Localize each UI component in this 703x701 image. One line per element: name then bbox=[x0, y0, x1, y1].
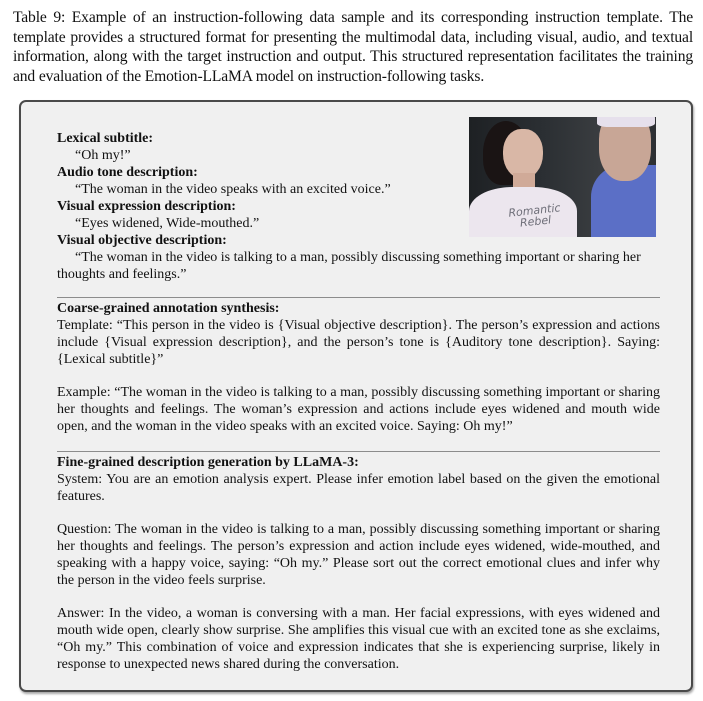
audio-tone-value: “The woman in the video speaks with an excited voice.” bbox=[75, 182, 391, 197]
section-divider bbox=[57, 297, 660, 298]
coarse-example: Example: “The woman in the video is talking to a man, possibly discussing something important or sharing her thoughts and feelings. The woman’s expression and actions include eyes widened and mouth wide open, and the woman in the video speaks with an excited voice. Saying: Oh my!” bbox=[57, 385, 660, 434]
fine-system: System: You are an emotion analysis expert. Please infer emotion label based on the given the emotional features. bbox=[57, 472, 660, 504]
visual-expression-value: “Eyes widened, Wide-mouthed.” bbox=[75, 216, 260, 231]
section-divider bbox=[57, 451, 660, 452]
coarse-grained-section bbox=[57, 300, 660, 435]
fine-heading: Fine-grained description generation by LLaMA-3: bbox=[57, 455, 359, 470]
visual-objective-value: “The woman in the video is talking to a man, possibly discussing something important or sharing her thoughts and feelings.” bbox=[57, 250, 641, 282]
fine-question: Question: The woman in the video is talking to a man, possibly discussing something important or sharing her thoughts and feelings. The person’s expression and action include eyes widened, wide-mouthed, and speaking with a happy voice, saying: “Oh my.” Please sort out the correct emotional clues and infer why the person in the video feels surprise. bbox=[57, 522, 660, 588]
coarse-heading: Coarse-grained annotation synthesis: bbox=[57, 301, 280, 316]
visual-expression-label: Visual expression description: bbox=[57, 199, 236, 214]
table-caption: Table 9: Example of an instruction-following data sample and its corresponding instruction template. The template provides a structured format for presenting the multimodal data, including visual, audio, and textual information, along with the target instruction and output. This structured representation facilitates the training and evaluation of the Emotion-LLaMA model on instruction-following tasks. bbox=[13, 9, 693, 85]
fine-grained-section bbox=[57, 454, 660, 673]
lexical-subtitle-label: Lexical subtitle: bbox=[57, 131, 154, 146]
sample-fields bbox=[57, 130, 660, 283]
audio-tone-label: Audio tone description: bbox=[57, 165, 198, 180]
example-box bbox=[19, 100, 693, 692]
shirt-text: Romantic Rebel bbox=[507, 201, 562, 230]
fine-answer: Answer: In the video, a woman is conversing with a man. Her facial expressions, with eyes widened and mouth wide open, clearly show surprise. She amplifies this visual cue with an excited tone as she exclaims, “Oh my.” This combination of voice and expression indicates that she is experiencing surprise, likely in response to unexpected news shared during the conversation. bbox=[57, 606, 660, 672]
man-cap bbox=[597, 117, 655, 127]
visual-objective-label: Visual objective description: bbox=[57, 233, 227, 248]
coarse-template: Template: “This person in the video is {Visual objective description}. The person’s expression and actions include {Visual expression description}, and the person’s tone is {Auditory tone description}. Saying: {Lexical subtitle}” bbox=[57, 318, 660, 367]
lexical-subtitle-value: “Oh my!” bbox=[75, 148, 131, 163]
